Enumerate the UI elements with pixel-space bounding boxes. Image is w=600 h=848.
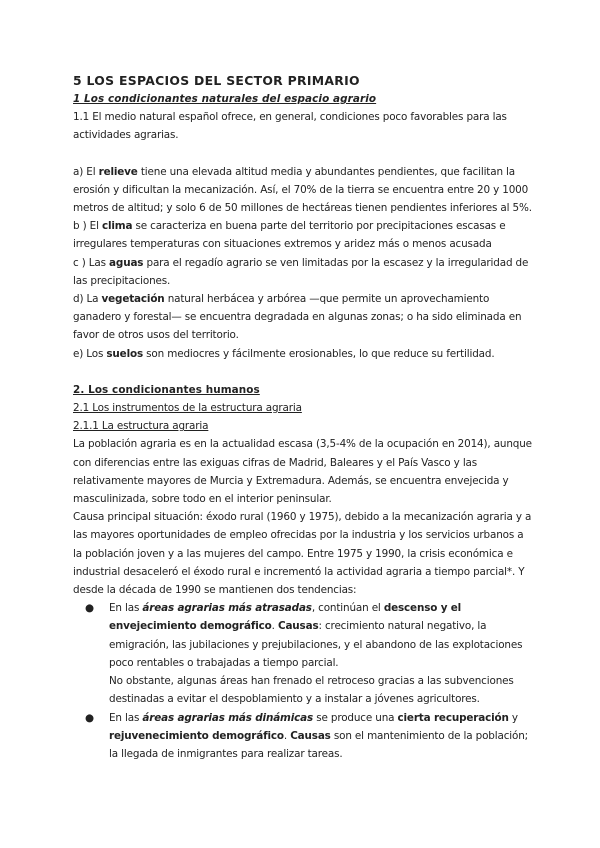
list-item: ● En las áreas agrarias más atrasadas, continúan el descenso y el envejecimiento demográfico. Causas: crecimiento natural negativo, la emigración, las jubilaciones y prejubilaciones, y el abandono de las explotaciones poco rentables o trabajadas a tiempo parcial. No obstante, algunas áreas han frenado el retroceso gracias a las subvenciones destinadas a evitar el despoblamiento y a instalar a jóvenes agricultores. xyxy=(109,599,533,708)
section-1-heading: 1 Los condicionantes naturales del espacio agrario xyxy=(73,93,377,105)
section-2-heading: 2. Los condicionantes humanos xyxy=(73,383,260,396)
document-page xyxy=(73,72,533,763)
item-clima: b ) El clima se caracteriza en buena parte del territorio por precipitaciones escasas e irregulares temperaturas con situaciones extremos y aridez más o menos acusada xyxy=(73,220,506,251)
section-1-intro: 1.1 El medio natural español ofrece, en general, condiciones poco favorables para las actividades agrarias. xyxy=(73,111,507,142)
item-suelos: e) Los suelos son mediocres y fácilmente erosionables, lo que reduce su fertilidad. xyxy=(73,347,495,360)
list-item: ● En las áreas agrarias más dinámicas se produce una cierta recuperación y rejuvenecimiento demográfico. Causas son el mantenimiento de la población; la llegada de inmigrantes para realizar tareas. xyxy=(109,709,533,764)
item-vegetacion: d) La vegetación natural herbácea y arbórea —que permite un aprovechamiento ganadero y forestal— se encuentra degradada en algunas zonas; o ha sido eliminada en favor de otros usos del territorio. xyxy=(73,293,522,342)
page-title: 5 LOS ESPACIOS DEL SECTOR PRIMARIO xyxy=(73,73,360,88)
item-aguas: c ) Las aguas para el regadío agrario se ven limitadas por la escasez y la irregularidad de las precipitaciones. xyxy=(73,256,529,287)
bullet-icon: ● xyxy=(85,602,94,615)
list-item-note: No obstante, algunas áreas han frenado el retroceso gracias a las subvenciones destinadas a evitar el despoblamiento y a instalar a jóvenes agricultores. xyxy=(109,675,514,706)
tendencias-list xyxy=(73,599,533,763)
subsection-2-1-1: 2.1.1 La estructura agraria xyxy=(73,420,209,433)
bullet-icon: ● xyxy=(85,711,94,724)
paragraph-poblacion: La población agraria es en la actualidad escasa (3,5-4% de la ocupación en 2014), aunque con diferencias entre las exiguas cifras de Madrid, Baleares y el País Vasco y las relativamente mayores de Murcia y Extremadura. Además, se encuentra envejecida y masculinizada, sobre todo en el interior peninsular. xyxy=(73,438,532,506)
subsection-2-1: 2.1 Los instrumentos de la estructura agraria xyxy=(73,402,302,415)
paragraph-causa: Causa principal situación: éxodo rural (1960 y 1975), debido a la mecanización agraria y a las mayores oportunidades de empleo ofrecidas por la industria y los servicios urbanos a la población joven y a las mujeres del campo. Entre 1975 y 1990, la crisis económica e industrial desaceleró el éxodo rural e incrementó la actividad agraria a tiempo parcial*. Y desde la década de 1990 se mantienen dos tendencias: xyxy=(73,511,532,597)
item-relieve: a) El relieve tiene una elevada altitud media y abundantes pendientes, que facilitan la erosión y dificultan la mecanización. Así, el 70% de la tierra se encuentra entre 20 y 1000 metros de altitud; y solo 6 de 50 millones de hectáreas tienen pendientes inferiores al 5%. xyxy=(73,165,532,215)
